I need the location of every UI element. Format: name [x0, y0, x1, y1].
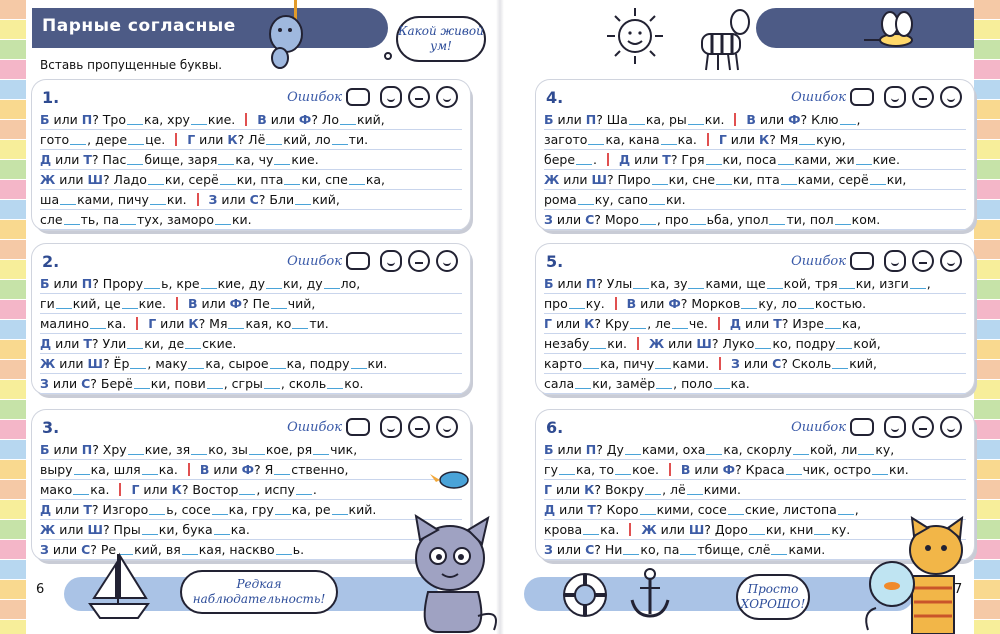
blank-slot[interactable] — [688, 288, 704, 289]
blank-slot[interactable] — [266, 288, 282, 289]
blank-slot[interactable] — [706, 454, 722, 455]
exercise-line[interactable]: ги кий, це кие. В или Ф? Пе чий, — [40, 294, 462, 314]
exercise-line[interactable]: Б или П? Улы ка, зу ками, ще кой, тря ки, изги , — [544, 274, 966, 294]
blank-slot[interactable] — [274, 474, 290, 475]
blank-slot[interactable] — [836, 348, 852, 349]
blank-slot[interactable] — [569, 308, 585, 309]
blank-slot[interactable] — [188, 368, 204, 369]
exercise-line[interactable]: гото , дере це. Г или К? Лё кий, ло ти. — [40, 130, 462, 150]
blank-slot[interactable] — [276, 554, 292, 555]
sailboat-illustration — [84, 548, 154, 624]
blank-slot[interactable] — [588, 144, 604, 145]
blank-slot[interactable] — [578, 204, 594, 205]
neutral-face-icon[interactable] — [912, 250, 934, 272]
errors-count-box[interactable] — [850, 418, 874, 436]
card-header — [546, 86, 964, 108]
cloud-face-icon[interactable] — [884, 250, 906, 272]
errors-label: Ошибок — [791, 254, 846, 269]
exercise-line[interactable]: карто ка, пичу ками. З или С? Сколь кий, — [544, 354, 966, 374]
section-separator — [136, 317, 138, 330]
exercise-number: 4. — [546, 88, 564, 107]
blank-slot[interactable] — [148, 184, 164, 185]
blank-slot[interactable] — [212, 514, 228, 515]
exercise-card-5 — [536, 244, 974, 394]
blank-slot[interactable] — [271, 308, 287, 309]
page-title: Парные согласные — [42, 16, 236, 36]
exercise-line[interactable]: крова ка. Ж или Ш? Доро ки, кни ку. — [544, 520, 966, 540]
blank-slot[interactable] — [749, 534, 765, 535]
section-separator — [637, 337, 639, 350]
section-separator — [629, 523, 631, 536]
blank-slot[interactable] — [295, 204, 311, 205]
sun-face-icon[interactable] — [940, 416, 962, 438]
blank-slot[interactable] — [214, 534, 230, 535]
exercise-card-4 — [536, 80, 974, 230]
exercise-line[interactable]: З или С? Ни ко, па тбище, слё ками. — [544, 540, 966, 560]
exercise-line[interactable]: мако ка. Г или К? Востор , испу . — [40, 480, 462, 500]
blank-slot[interactable] — [128, 144, 144, 145]
blank-slot[interactable] — [128, 454, 144, 455]
cloud-face-icon[interactable] — [884, 86, 906, 108]
blank-slot[interactable] — [825, 328, 841, 329]
cloud-face-icon[interactable] — [380, 86, 402, 108]
section-separator — [245, 113, 247, 126]
exercise-lines — [40, 110, 462, 230]
exercise-line[interactable]: гу ка, то кое. В или Ф? Краса чик, остро ки. — [544, 460, 966, 480]
blank-slot[interactable] — [687, 494, 703, 495]
card-header — [42, 250, 460, 272]
blank-slot[interactable] — [292, 328, 308, 329]
blank-slot[interactable] — [629, 124, 645, 125]
exercise-line[interactable]: Г или К? Кру , ле че. Д или Т? Изре ка, — [544, 314, 966, 334]
blank-slot[interactable] — [150, 204, 166, 205]
left-decorative-stripes — [0, 0, 26, 634]
blank-slot[interactable] — [706, 164, 722, 165]
blank-slot[interactable] — [349, 184, 365, 185]
exercise-line[interactable]: загото ка, кана ка. Г или К? Мя кую, — [544, 130, 966, 150]
blank-slot[interactable] — [649, 204, 665, 205]
sun-face-icon[interactable] — [940, 250, 962, 272]
blank-slot[interactable] — [218, 164, 234, 165]
blank-slot[interactable] — [324, 288, 340, 289]
sun-face-icon[interactable] — [436, 416, 458, 438]
blank-slot[interactable] — [70, 144, 86, 145]
neutral-face-icon[interactable] — [408, 86, 430, 108]
cat-with-fishbowl-illustration — [862, 516, 974, 634]
blank-slot[interactable] — [120, 224, 136, 225]
blank-slot[interactable] — [633, 288, 649, 289]
blank-slot[interactable] — [870, 184, 886, 185]
section-separator — [707, 133, 709, 146]
blank-slot[interactable] — [640, 224, 656, 225]
errors-count-box[interactable] — [850, 88, 874, 106]
blank-slot[interactable] — [769, 224, 785, 225]
exercise-number: 3. — [42, 418, 60, 437]
exercise-line[interactable]: малино ка. Г или К? Мя кая, ко ти. — [40, 314, 462, 334]
blank-slot[interactable] — [575, 388, 591, 389]
speech-bubble-bottom-right: Просто ХОРОШО! — [736, 574, 810, 620]
blank-slot[interactable] — [590, 348, 606, 349]
blank-slot[interactable] — [149, 514, 165, 515]
blank-slot[interactable] — [142, 534, 158, 535]
blank-slot[interactable] — [714, 388, 730, 389]
section-separator — [175, 133, 177, 146]
cloud-face-icon[interactable] — [380, 250, 402, 272]
exercise-line[interactable]: Д или Т? Пас бище, заря ка, чу кие. — [40, 150, 462, 170]
blank-slot[interactable] — [767, 288, 783, 289]
bunny-illustration — [248, 0, 328, 72]
exercise-line[interactable]: Б или П? Ду ками, оха ка, скорлу кой, ли ку, — [544, 440, 966, 460]
exercise-line[interactable]: Б или П? Прору ь, кре кие, ду ки, ду ло, — [40, 274, 462, 294]
exercise-line[interactable]: сала ки, замёр , поло ка. — [544, 374, 966, 394]
blank-slot[interactable] — [56, 308, 72, 309]
blank-slot[interactable] — [340, 124, 356, 125]
card-header — [42, 416, 460, 438]
exercise-line[interactable]: Д или Т? Ули ки, де ские. — [40, 334, 462, 354]
exercise-line[interactable]: Ж или Ш? Ёр , маку ка, сырое ка, подру ки. — [40, 354, 462, 374]
instruction-text: Вставь пропущенные буквы. — [40, 58, 223, 72]
blank-slot[interactable] — [207, 388, 223, 389]
blank-slot[interactable] — [583, 534, 599, 535]
exercise-line[interactable]: Б или П? Хру кие, зя ко, зы кое, ря чик, — [40, 440, 462, 460]
exercise-line[interactable]: ша ками, пичу ки. З или С? Бли кий, — [40, 190, 462, 210]
exercise-line[interactable]: Б или П? Тро ка, хру кие. В или Ф? Ло кий, — [40, 110, 462, 130]
exercise-line[interactable]: Д или Т? Изгоро ь, сосе ка, гру ка, ре кий. — [40, 500, 462, 520]
bird-illustration — [428, 464, 480, 494]
card-header — [546, 250, 964, 272]
section-separator — [119, 483, 121, 496]
blank-slot[interactable] — [127, 124, 143, 125]
cat-illustration-left — [398, 512, 504, 634]
blank-slot[interactable] — [690, 224, 706, 225]
blank-slot[interactable] — [838, 514, 854, 515]
blank-slot[interactable] — [559, 474, 575, 475]
errors-label: Ошибок — [287, 254, 342, 269]
blank-slot[interactable] — [134, 388, 150, 389]
card-header — [42, 86, 460, 108]
blank-slot[interactable] — [645, 494, 661, 495]
blank-slot[interactable] — [786, 474, 802, 475]
exercise-lines — [40, 274, 462, 394]
exercise-lines — [544, 110, 966, 230]
exercise-number: 1. — [42, 88, 60, 107]
blank-slot[interactable] — [122, 308, 138, 309]
blank-slot[interactable] — [716, 184, 732, 185]
errors-label: Ошибок — [791, 420, 846, 435]
blank-slot[interactable] — [793, 454, 809, 455]
blank-slot[interactable] — [74, 474, 90, 475]
blank-slot[interactable] — [652, 184, 668, 185]
blank-slot[interactable] — [182, 554, 198, 555]
cloud-face-icon[interactable] — [884, 416, 906, 438]
exercise-number: 6. — [546, 418, 564, 437]
errors-label: Ошибок — [791, 90, 846, 105]
blank-slot[interactable] — [835, 224, 851, 225]
exercise-number: 5. — [546, 252, 564, 271]
blank-slot[interactable] — [832, 368, 848, 369]
errors-label: Ошибок — [287, 90, 342, 105]
blank-slot[interactable] — [313, 454, 329, 455]
exercise-card-2 — [32, 244, 470, 394]
exercise-line[interactable]: бере . Д или Т? Гря ки, поса ками, жи кие. — [544, 150, 966, 170]
errors-count-box[interactable] — [346, 252, 370, 270]
exercise-number: 2. — [42, 252, 60, 271]
right-decorative-stripes — [974, 0, 1000, 634]
exercise-lines — [544, 274, 966, 394]
exercise-line[interactable]: З или С? Моро , про ьба, упол ти, пол ком. — [544, 210, 966, 230]
section-separator — [669, 463, 671, 476]
card-header — [546, 416, 964, 438]
blank-slot[interactable] — [127, 164, 143, 165]
blank-slot[interactable] — [728, 514, 744, 515]
blank-slot[interactable] — [201, 288, 217, 289]
errors-label: Ошибок — [287, 420, 342, 435]
blank-slot[interactable] — [191, 124, 207, 125]
zebra-illustration — [694, 6, 754, 72]
blank-slot[interactable] — [327, 388, 343, 389]
sun-face-icon[interactable] — [436, 250, 458, 272]
blank-slot[interactable] — [228, 328, 244, 329]
page-number-right: 7 — [954, 582, 963, 597]
blank-slot[interactable] — [625, 454, 641, 455]
blank-slot[interactable] — [839, 288, 855, 289]
blank-slot[interactable] — [778, 164, 794, 165]
exercise-line[interactable]: Ж или Ш? Пры ки, бука ка. — [40, 520, 462, 540]
blank-slot[interactable] — [215, 224, 231, 225]
exercise-line[interactable]: Д или Т? Коро кими, сосе ские, листопа , — [544, 500, 966, 520]
exercise-line[interactable]: рома ку, сапо ки. — [544, 190, 966, 210]
blank-slot[interactable] — [266, 144, 282, 145]
blank-slot[interactable] — [274, 164, 290, 165]
page-number-left: 6 — [36, 582, 45, 597]
blank-slot[interactable] — [264, 388, 280, 389]
section-separator — [176, 297, 178, 310]
blank-slot[interactable] — [872, 474, 888, 475]
blank-slot[interactable] — [661, 144, 677, 145]
blank-slot[interactable] — [910, 288, 926, 289]
blank-slot[interactable] — [90, 328, 106, 329]
blank-slot[interactable] — [130, 368, 146, 369]
blank-slot[interactable] — [672, 328, 688, 329]
blank-slot[interactable] — [781, 184, 797, 185]
sun-illustration — [604, 6, 666, 66]
neutral-face-icon[interactable] — [408, 416, 430, 438]
exercise-line[interactable]: Б или П? Ша ка, ры ки. В или Ф? Клю , — [544, 110, 966, 130]
blank-slot[interactable] — [351, 368, 367, 369]
blank-slot[interactable] — [332, 514, 348, 515]
exercise-line[interactable]: выру ка, шля ка. В или Ф? Я ственно, — [40, 460, 462, 480]
section-separator — [718, 317, 720, 330]
blank-slot[interactable] — [640, 514, 656, 515]
blank-slot[interactable] — [284, 184, 300, 185]
blank-slot[interactable] — [142, 474, 158, 475]
blank-slot[interactable] — [144, 288, 160, 289]
blank-slot[interactable] — [296, 494, 312, 495]
blank-slot[interactable] — [60, 204, 76, 205]
section-separator — [607, 153, 609, 166]
blank-slot[interactable] — [615, 474, 631, 475]
blank-slot[interactable] — [623, 554, 639, 555]
blank-slot[interactable] — [771, 554, 787, 555]
exercise-card-1 — [32, 80, 470, 230]
errors-count-box[interactable] — [346, 88, 370, 106]
blank-slot[interactable] — [680, 554, 696, 555]
blank-slot[interactable] — [858, 454, 874, 455]
blank-slot[interactable] — [191, 454, 207, 455]
exercise-line[interactable]: З или С? Ре кий, вя кая, наскво ь. — [40, 540, 462, 560]
blank-slot[interactable] — [799, 144, 815, 145]
speech-bubble-top: Какой живой ум! — [396, 16, 486, 62]
section-separator — [734, 113, 736, 126]
exercise-line[interactable]: про ку. В или Ф? Морков ку, ло костью. — [544, 294, 966, 314]
blank-slot[interactable] — [755, 348, 771, 349]
blank-slot[interactable] — [185, 348, 201, 349]
blank-slot[interactable] — [655, 368, 671, 369]
blank-slot[interactable] — [127, 348, 143, 349]
blank-slot[interactable] — [220, 184, 236, 185]
blank-slot[interactable] — [814, 534, 830, 535]
blank-slot[interactable] — [270, 368, 286, 369]
exercise-line[interactable]: сле ть, па тух, заморо ки. — [40, 210, 462, 230]
blank-slot[interactable] — [656, 388, 672, 389]
blank-slot[interactable] — [249, 454, 265, 455]
exercise-line[interactable]: Ж или Ш? Ладо ки, серё ки, пта ки, спе ка, — [40, 170, 462, 190]
exercise-line[interactable]: незабу ки. Ж или Ш? Луко ко, подру кой, — [544, 334, 966, 354]
anchor-illustration — [628, 566, 672, 622]
blank-slot[interactable] — [332, 144, 348, 145]
blank-slot[interactable] — [798, 308, 814, 309]
section-separator — [615, 297, 617, 310]
sun-face-icon[interactable] — [940, 86, 962, 108]
blank-slot[interactable] — [583, 368, 599, 369]
section-separator — [719, 357, 721, 370]
blank-slot[interactable] — [688, 124, 704, 125]
blank-slot[interactable] — [64, 224, 80, 225]
exercise-line[interactable]: Ж или Ш? Пиро ки, сне ки, пта ками, серё ки, — [544, 170, 966, 190]
sun-face-icon[interactable] — [436, 86, 458, 108]
exercise-line[interactable]: З или С? Берё ки, пови , сгры , сколь ко. — [40, 374, 462, 394]
speech-bubble-bottom-left: Редкая наблюдательность! — [180, 570, 338, 614]
title-band — [32, 8, 388, 48]
blank-slot[interactable] — [840, 124, 856, 125]
exercise-line[interactable]: Г или К? Вокру , лё кими. — [544, 480, 966, 500]
blank-slot[interactable] — [630, 328, 646, 329]
life-ring-illustration — [560, 570, 610, 620]
section-separator — [188, 463, 190, 476]
neutral-face-icon[interactable] — [912, 416, 934, 438]
blank-slot[interactable] — [576, 164, 592, 165]
insect-illustration — [860, 10, 930, 60]
section-separator — [197, 193, 199, 206]
blank-slot[interactable] — [73, 494, 89, 495]
errors-count-box[interactable] — [346, 418, 370, 436]
blank-slot[interactable] — [856, 164, 872, 165]
errors-count-box[interactable] — [850, 252, 874, 270]
blank-slot[interactable] — [239, 494, 255, 495]
cloud-face-icon[interactable] — [380, 416, 402, 438]
blank-slot[interactable] — [275, 514, 291, 515]
neutral-face-icon[interactable] — [912, 86, 934, 108]
blank-slot[interactable] — [741, 308, 757, 309]
neutral-face-icon[interactable] — [408, 250, 430, 272]
